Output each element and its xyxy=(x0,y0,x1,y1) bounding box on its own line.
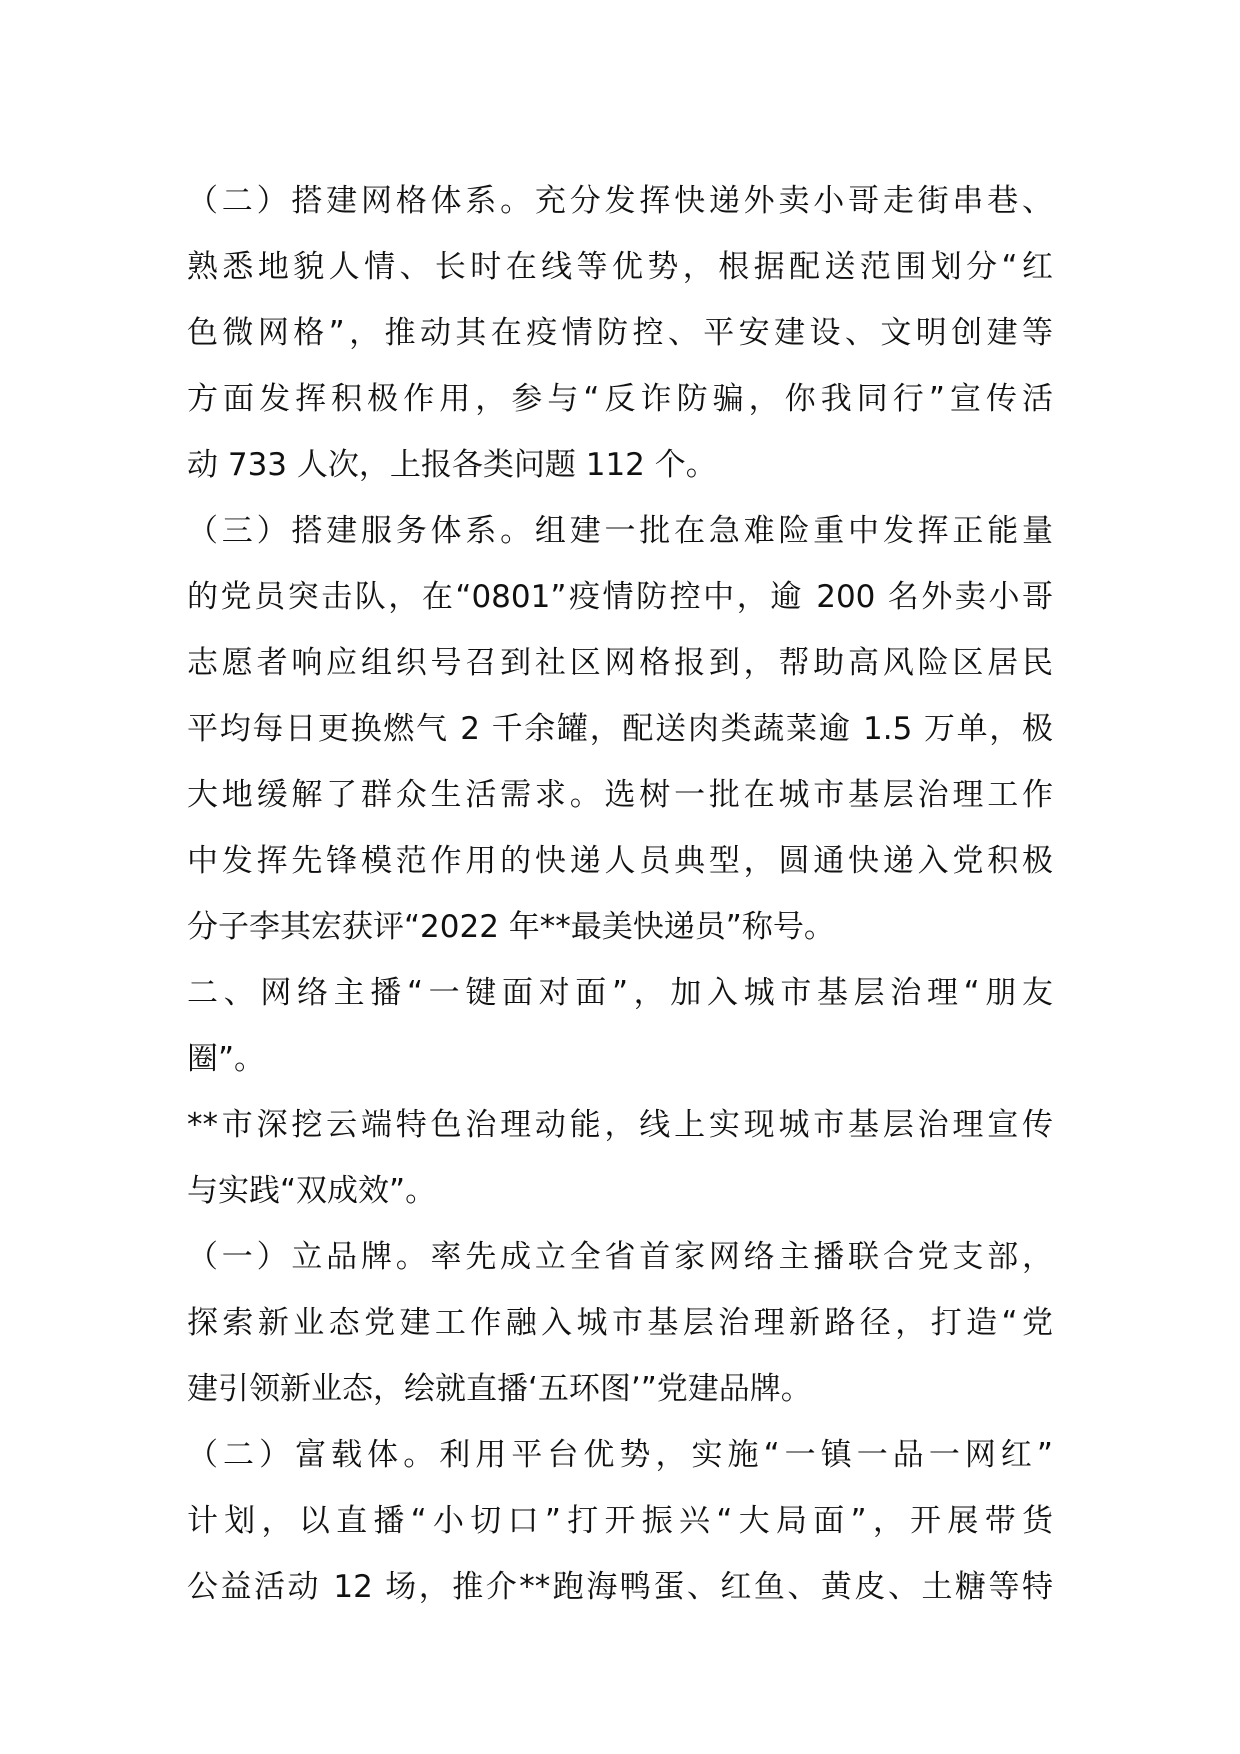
text-line: 志愿者响应组织号召到社区网格报到，帮助高风险区居民 xyxy=(187,645,1053,681)
text-line: 中发挥先锋模范作用的快递人员典型，圆通快递入党积极 xyxy=(187,843,1053,879)
text-line: **市深挖云端特色治理动能，线上实现城市基层治理宣传 xyxy=(187,1107,1053,1143)
text-line: 探索新业态党建工作融入城市基层治理新路径，打造“党 xyxy=(187,1305,1053,1341)
text-line: 熟悉地貌人情、长时在线等优势，根据配送范围划分“红 xyxy=(187,249,1053,285)
text-line: （三）搭建服务体系。组建一批在急难险重中发挥正能量 xyxy=(187,513,1053,549)
body-text xyxy=(187,168,1053,1620)
text-line: 动 733 人次，上报各类问题 112 个。 xyxy=(187,447,717,483)
text-line: 计划，以直播“小切口”打开振兴“大局面”，开展带货 xyxy=(187,1503,1053,1539)
text-line: 的党员突击队，在“0801”疫情防控中，逾 200 名外卖小哥 xyxy=(187,579,1053,615)
text-line: （二）富载体。利用平台优势，实施“一镇一品一网红” xyxy=(187,1437,1053,1473)
text-line: （一）立品牌。率先成立全省首家网络主播联合党支部， xyxy=(187,1239,1053,1275)
text-line: 方面发挥积极作用，参与“反诈防骗，你我同行”宣传活 xyxy=(187,381,1053,417)
text-line: 平均每日更换燃气 2 千余罐，配送肉类蔬菜逾 1.5 万单，极 xyxy=(187,711,1053,747)
text-line: 公益活动 12 场，推介**跑海鸭蛋、红鱼、黄皮、土糖等特 xyxy=(187,1569,1053,1605)
section-heading: 圈”。 xyxy=(187,1041,266,1077)
text-line: 分子李其宏获评“2022 年**最美快递员”称号。 xyxy=(187,909,835,945)
text-line: 建引领新业态，绘就直播‘五环图’”党建品牌。 xyxy=(187,1371,812,1407)
text-line: 大地缓解了群众生活需求。选树一批在城市基层治理工作 xyxy=(187,777,1053,813)
text-line: 与实践“双成效”。 xyxy=(187,1173,437,1209)
text-line: 色微网格”，推动其在疫情防控、平安建设、文明创建等 xyxy=(187,315,1053,351)
section-heading: 二、网络主播“一键面对面”，加入城市基层治理“朋友 xyxy=(187,975,1053,1011)
text-line: （二）搭建网格体系。充分发挥快递外卖小哥走街串巷、 xyxy=(187,183,1053,219)
